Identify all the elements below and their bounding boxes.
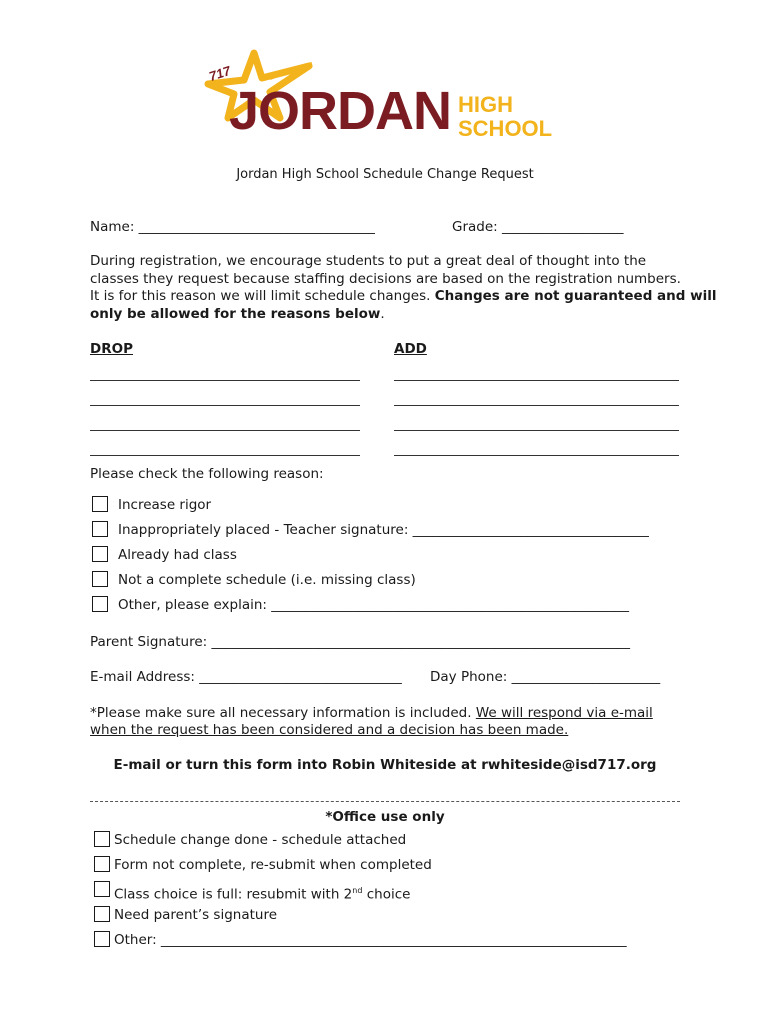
note-line-2: when the request has been considered and a decision has been made. xyxy=(90,722,569,738)
day-phone-field[interactable]: Day Phone: ______________________ xyxy=(430,669,661,685)
choice-suffix: choice xyxy=(362,886,411,903)
reason-label: Not a complete schedule (i.e. missing class) xyxy=(118,572,416,588)
intro-line-1: During registration, we encourage students to put a great deal of thought into the xyxy=(90,253,647,269)
office-checkbox[interactable] xyxy=(94,831,110,847)
intro-line-4 xyxy=(90,306,385,323)
reason-heading: Please check the following reason: xyxy=(90,466,324,482)
office-label: Need parent’s signature xyxy=(114,907,278,923)
reason-label: Already had class xyxy=(118,547,237,563)
parent-signature-field[interactable]: Parent Signature: ______________________________________________________________ xyxy=(90,634,630,650)
email-field[interactable]: E-mail Address: ______________________________ xyxy=(90,669,402,685)
note-text: *Please make sure all necessary information is included. xyxy=(90,705,476,721)
reason-checkbox[interactable] xyxy=(92,496,108,512)
note-line-1 xyxy=(90,705,653,722)
add-line[interactable] xyxy=(394,430,679,431)
intro-line-3-text: It is for this reason we will limit schedule changes. xyxy=(90,288,435,304)
reason-label: Other, please explain: _____________________________________________________ xyxy=(118,597,629,613)
reason-checkbox[interactable] xyxy=(92,521,108,537)
reason-label: Inappropriately placed - Teacher signature: ___________________________________ xyxy=(118,522,649,538)
drop-heading: DROP xyxy=(90,341,133,357)
office-checkbox[interactable] xyxy=(94,906,110,922)
intro-period: . xyxy=(380,306,385,322)
separator xyxy=(90,801,680,802)
office-label: Form not complete, re-submit when completed xyxy=(114,857,432,873)
form-title: Jordan High School Schedule Change Request xyxy=(236,167,534,182)
logo-number: 717 xyxy=(207,63,233,84)
office-label-choice xyxy=(114,882,410,904)
office-checkbox[interactable] xyxy=(94,881,110,897)
logo-name: JORDAN xyxy=(229,81,452,141)
office-label: Schedule change done - schedule attached xyxy=(114,832,407,848)
office-checkbox[interactable] xyxy=(94,931,110,947)
reason-checkbox[interactable] xyxy=(92,596,108,612)
drop-line[interactable] xyxy=(90,455,360,456)
intro-line-3 xyxy=(90,288,717,305)
add-line[interactable] xyxy=(394,380,679,381)
add-line[interactable] xyxy=(394,455,679,456)
add-heading: ADD xyxy=(394,341,427,357)
drop-line[interactable] xyxy=(90,430,360,431)
add-line[interactable] xyxy=(394,405,679,406)
office-heading: *Office use only xyxy=(325,809,445,825)
intro-emphasis-1: Changes are not guaranteed and will xyxy=(434,288,717,304)
reason-checkbox[interactable] xyxy=(92,546,108,562)
office-checkbox[interactable] xyxy=(94,856,110,872)
note-underlined: We will respond via e-mail xyxy=(475,705,653,721)
logo-high: HIGH xyxy=(458,92,513,117)
intro-line-2: classes they request because staffing decisions are based on the registration numbers. xyxy=(90,271,681,287)
submit-instruction: E-mail or turn this form into Robin Whiteside at rwhiteside@isd717.org xyxy=(113,757,657,773)
grade-field[interactable]: Grade: __________________ xyxy=(452,219,624,235)
reason-label: Increase rigor xyxy=(118,497,212,513)
intro-emphasis-2: only be allowed for the reasons below xyxy=(90,306,381,322)
name-field[interactable]: Name: ___________________________________ xyxy=(90,219,375,235)
superscript: nd xyxy=(352,886,363,895)
logo-school: SCHOOL xyxy=(458,116,553,141)
office-label: Class choice is full: resubmit with 2 xyxy=(114,886,353,903)
drop-line[interactable] xyxy=(90,380,360,381)
drop-line[interactable] xyxy=(90,405,360,406)
reason-checkbox[interactable] xyxy=(92,571,108,587)
office-label: Other: _____________________________________________________________________ xyxy=(114,932,627,948)
